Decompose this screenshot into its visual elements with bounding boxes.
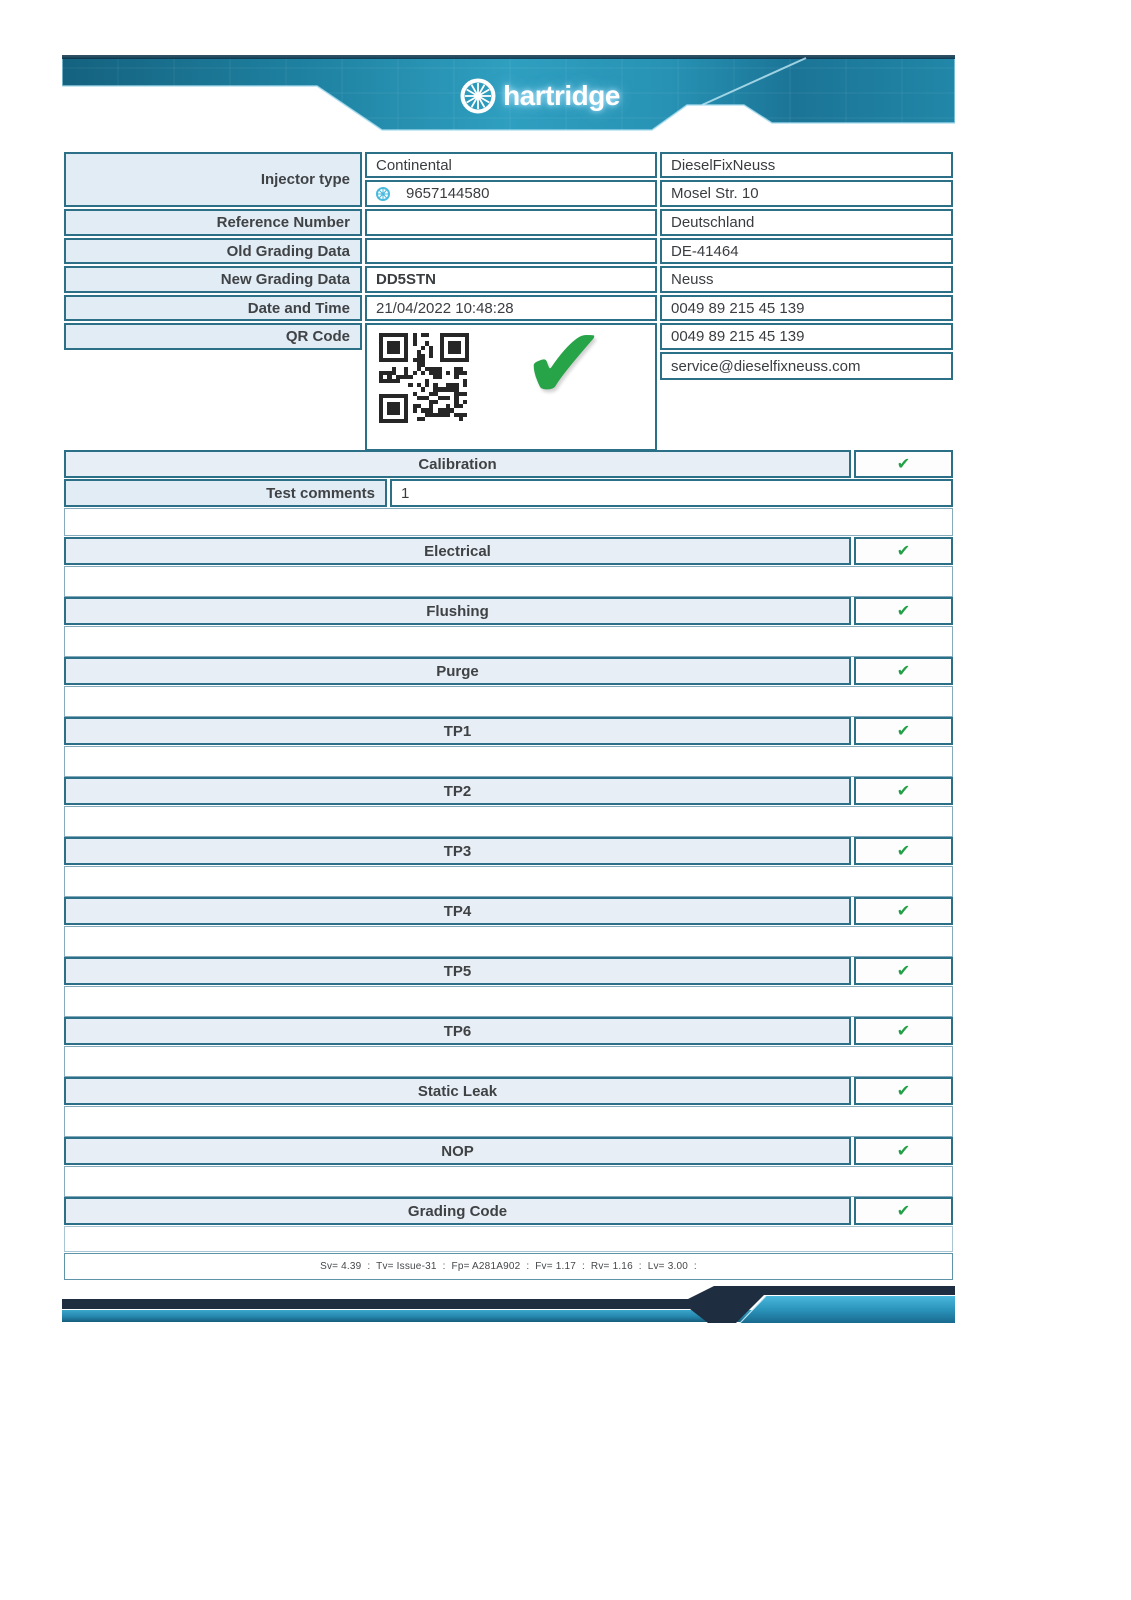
qr-code-label: QR Code	[64, 323, 362, 350]
test-comments-value: 1	[390, 479, 953, 507]
test-results-table	[62, 450, 955, 1281]
test-comments-label: Test comments	[64, 479, 387, 507]
test-row-electrical	[62, 537, 955, 566]
reference-number-value	[365, 209, 657, 236]
test-section-label: Static Leak	[64, 1077, 851, 1105]
injector-number-value: 9657144580	[406, 185, 490, 202]
test-row-grading-code	[62, 1197, 955, 1226]
pass-check-icon: ✔	[896, 541, 911, 560]
test-status-cell	[854, 537, 953, 565]
injector-number-cell	[365, 180, 657, 207]
qr-finder-icon	[379, 394, 408, 423]
test-status-cell	[854, 777, 953, 805]
test-section-label: NOP	[64, 1137, 851, 1165]
test-status-cell	[854, 1137, 953, 1165]
company-postcode: DE-41464	[660, 238, 953, 264]
pass-check-icon: ✔	[896, 841, 911, 860]
test-status-cell	[854, 1017, 953, 1045]
footer-banner	[62, 1283, 955, 1329]
spacer-row	[64, 508, 953, 536]
spacer-row	[64, 626, 953, 657]
spacer-row	[64, 926, 953, 957]
test-section-label: TP4	[64, 897, 851, 925]
test-section-label: TP5	[64, 957, 851, 985]
date-time-label: Date and Time	[64, 295, 362, 321]
test-status-cell	[854, 957, 953, 985]
test-status-cell	[854, 597, 953, 625]
brand-logo	[400, 74, 680, 118]
spacer-row	[64, 686, 953, 717]
test-status-cell	[854, 897, 953, 925]
test-section-label: TP3	[64, 837, 851, 865]
company-email: service@dieselfixneuss.com	[660, 352, 953, 380]
spacer-row	[64, 866, 953, 897]
company-city: Neuss	[660, 266, 953, 293]
pass-check-icon: ✔	[896, 454, 911, 473]
test-section-label: Flushing	[64, 597, 851, 625]
injector-type-label: Injector type	[64, 152, 362, 207]
new-grading-value: DD5STN	[365, 266, 657, 293]
test-section-label: TP2	[64, 777, 851, 805]
old-grading-value	[365, 238, 657, 264]
company-name: DieselFixNeuss	[660, 152, 953, 178]
company-street: Mosel Str. 10	[660, 180, 953, 207]
test-row-tp2	[62, 777, 955, 806]
test-status-cell	[854, 450, 953, 478]
test-row-tp6	[62, 1017, 955, 1046]
injector-info-table	[62, 151, 955, 452]
test-section-label: TP6	[64, 1017, 851, 1045]
hartridge-wheel-icon-small	[376, 187, 390, 201]
pass-check-icon: ✔	[896, 721, 911, 740]
pass-check-icon: ✔	[896, 1201, 911, 1220]
old-grading-label: Old Grading Data	[64, 238, 362, 264]
pass-check-icon: ✔	[896, 601, 911, 620]
test-section-label: Grading Code	[64, 1197, 851, 1225]
hartridge-wheel-icon	[460, 78, 496, 114]
footer-banner-graphic	[62, 1283, 955, 1329]
company-phone-1: 0049 89 215 45 139	[660, 295, 953, 321]
spacer-row	[64, 806, 953, 837]
test-row-static-leak	[62, 1077, 955, 1106]
pass-check-icon: ✔	[896, 901, 911, 920]
new-grading-label: New Grading Data	[64, 266, 362, 293]
test-section-label: TP1	[64, 717, 851, 745]
test-row-purge	[62, 657, 955, 686]
qr-finder-icon	[379, 333, 408, 362]
test-status-cell	[854, 717, 953, 745]
qr-finder-icon	[440, 333, 469, 362]
brand-logo-text: hartridge	[503, 80, 620, 111]
test-status-cell	[854, 837, 953, 865]
test-row-calibration	[62, 450, 955, 479]
injector-make-value: Continental	[365, 152, 657, 178]
date-time-value: 21/04/2022 10:48:28	[365, 295, 657, 321]
spacer-row	[64, 1106, 953, 1137]
test-status-cell	[854, 657, 953, 685]
test-status-cell	[854, 1197, 953, 1225]
spacer-row	[64, 566, 953, 597]
spacer-row	[64, 986, 953, 1017]
test-row-tp3	[62, 837, 955, 866]
test-row-tp1	[62, 717, 955, 746]
qr-code	[379, 333, 469, 423]
test-row-tp5	[62, 957, 955, 986]
spacer-row	[64, 1046, 953, 1077]
test-section-label: Calibration	[64, 450, 851, 478]
test-section-label: Electrical	[64, 537, 851, 565]
spacer-row	[64, 1226, 953, 1252]
reference-number-label: Reference Number	[64, 209, 362, 236]
test-status-cell	[854, 1077, 953, 1105]
company-country: Deutschland	[660, 209, 953, 236]
pass-check-icon: ✔	[896, 1141, 911, 1160]
pass-check-icon: ✔	[896, 1021, 911, 1040]
pass-check-icon: ✔	[896, 781, 911, 800]
test-comments-row	[62, 479, 955, 508]
overall-pass-check-icon: ✔	[522, 304, 606, 422]
test-section-label: Purge	[64, 657, 851, 685]
test-row-tp4	[62, 897, 955, 926]
spacer-row	[64, 1166, 953, 1197]
pass-check-icon: ✔	[896, 1081, 911, 1100]
company-phone-2: 0049 89 215 45 139	[660, 323, 953, 350]
test-row-nop	[62, 1137, 955, 1166]
version-info-row: Sv= 4.39 : Tv= Issue-31 : Fp= A281A902 : Fv= 1.17 : Rv= 1.16 : Lv= 3.00 :	[64, 1253, 953, 1280]
spacer-row	[64, 746, 953, 777]
test-row-flushing	[62, 597, 955, 626]
pass-check-icon: ✔	[896, 661, 911, 680]
pass-check-icon: ✔	[896, 961, 911, 980]
